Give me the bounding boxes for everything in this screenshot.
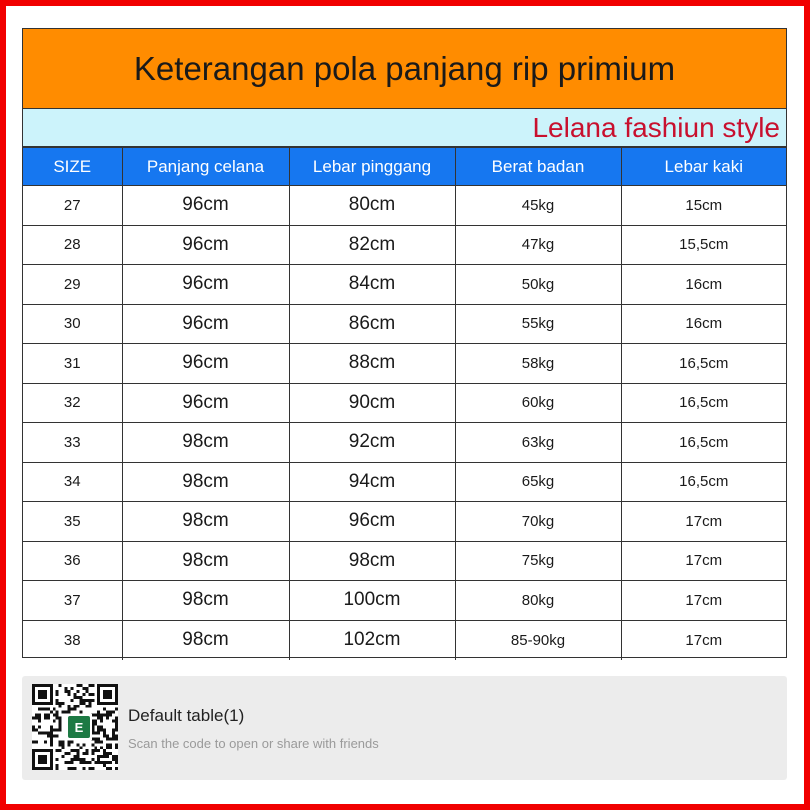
column-header-size: SIZE	[23, 148, 122, 186]
cell-berat-badan: 45kg	[455, 186, 621, 226]
cell-size: 35	[23, 502, 122, 542]
cell-berat-badan: 47kg	[455, 225, 621, 265]
cell-berat-badan: 63kg	[455, 423, 621, 463]
share-title: Default table(1)	[128, 706, 245, 725]
cell-lebar-kaki: 17cm	[621, 620, 786, 660]
cell-size: 32	[23, 383, 122, 423]
cell-berat-badan: 55kg	[455, 304, 621, 344]
cell-lebar-kaki: 16,5cm	[621, 462, 786, 502]
cell-panjang-celana: 98cm	[122, 423, 289, 463]
cell-berat-badan: 75kg	[455, 541, 621, 581]
cell-size: 28	[23, 225, 122, 265]
column-header-panjang-celana: Panjang celana	[122, 148, 289, 186]
cell-lebar-pinggang: 100cm	[289, 581, 455, 621]
cell-size: 30	[23, 304, 122, 344]
cell-lebar-pinggang: 102cm	[289, 620, 455, 660]
size-table	[23, 147, 786, 660]
table-row	[23, 225, 786, 265]
table-row	[23, 620, 786, 660]
cell-panjang-celana: 96cm	[122, 186, 289, 226]
share-subtitle: Scan the code to open or share with friends	[128, 736, 379, 751]
cell-panjang-celana: 96cm	[122, 265, 289, 305]
cell-lebar-pinggang: 86cm	[289, 304, 455, 344]
cell-berat-badan: 50kg	[455, 265, 621, 305]
cell-panjang-celana: 96cm	[122, 304, 289, 344]
column-header-lebar-kaki: Lebar kaki	[621, 148, 786, 186]
cell-panjang-celana: 98cm	[122, 502, 289, 542]
cell-panjang-celana: 98cm	[122, 462, 289, 502]
cell-lebar-pinggang: 88cm	[289, 344, 455, 384]
cell-lebar-pinggang: 80cm	[289, 186, 455, 226]
cell-berat-badan: 80kg	[455, 581, 621, 621]
cell-panjang-celana: 98cm	[122, 581, 289, 621]
table-row	[23, 423, 786, 463]
header-row	[23, 148, 786, 186]
cell-berat-badan: 65kg	[455, 462, 621, 502]
table-row	[23, 265, 786, 305]
cell-lebar-kaki: 17cm	[621, 502, 786, 542]
cell-lebar-pinggang: 90cm	[289, 383, 455, 423]
cell-lebar-pinggang: 82cm	[289, 225, 455, 265]
excel-icon	[66, 714, 92, 740]
cell-panjang-celana: 96cm	[122, 383, 289, 423]
sheet-title: Keterangan pola panjang rip primium	[23, 29, 786, 109]
cell-size: 34	[23, 462, 122, 502]
cell-berat-badan: 60kg	[455, 383, 621, 423]
brand-label: Lelana fashiun style	[23, 109, 786, 147]
cell-lebar-kaki: 16,5cm	[621, 383, 786, 423]
cell-lebar-kaki: 15cm	[621, 186, 786, 226]
table-row	[23, 541, 786, 581]
cell-berat-badan: 70kg	[455, 502, 621, 542]
cell-panjang-celana: 96cm	[122, 225, 289, 265]
cell-size: 31	[23, 344, 122, 384]
cell-panjang-celana: 96cm	[122, 344, 289, 384]
table-row	[23, 502, 786, 542]
cell-size: 27	[23, 186, 122, 226]
cell-lebar-pinggang: 92cm	[289, 423, 455, 463]
table-row	[23, 383, 786, 423]
cell-lebar-kaki: 16cm	[621, 265, 786, 305]
cell-lebar-kaki: 15,5cm	[621, 225, 786, 265]
cell-lebar-pinggang: 96cm	[289, 502, 455, 542]
size-chart-sheet	[22, 28, 787, 658]
cell-size: 36	[23, 541, 122, 581]
cell-lebar-kaki: 17cm	[621, 581, 786, 621]
cell-lebar-kaki: 17cm	[621, 541, 786, 581]
table-row	[23, 581, 786, 621]
table-row	[23, 304, 786, 344]
cell-berat-badan: 58kg	[455, 344, 621, 384]
column-header-berat-badan: Berat badan	[455, 148, 621, 186]
cell-lebar-kaki: 16cm	[621, 304, 786, 344]
cell-size: 38	[23, 620, 122, 660]
table-row	[23, 462, 786, 502]
cell-size: 29	[23, 265, 122, 305]
cell-lebar-pinggang: 98cm	[289, 541, 455, 581]
table-row	[23, 344, 786, 384]
cell-berat-badan: 85-90kg	[455, 620, 621, 660]
cell-panjang-celana: 98cm	[122, 541, 289, 581]
table-row	[23, 186, 786, 226]
share-card[interactable]	[22, 676, 787, 780]
cell-lebar-pinggang: 84cm	[289, 265, 455, 305]
cell-size: 37	[23, 581, 122, 621]
cell-panjang-celana: 98cm	[122, 620, 289, 660]
excel-badge-letter: E	[68, 716, 90, 738]
column-header-lebar-pinggang: Lebar pinggang	[289, 148, 455, 186]
cell-lebar-kaki: 16,5cm	[621, 423, 786, 463]
cell-lebar-pinggang: 94cm	[289, 462, 455, 502]
cell-lebar-kaki: 16,5cm	[621, 344, 786, 384]
cell-size: 33	[23, 423, 122, 463]
